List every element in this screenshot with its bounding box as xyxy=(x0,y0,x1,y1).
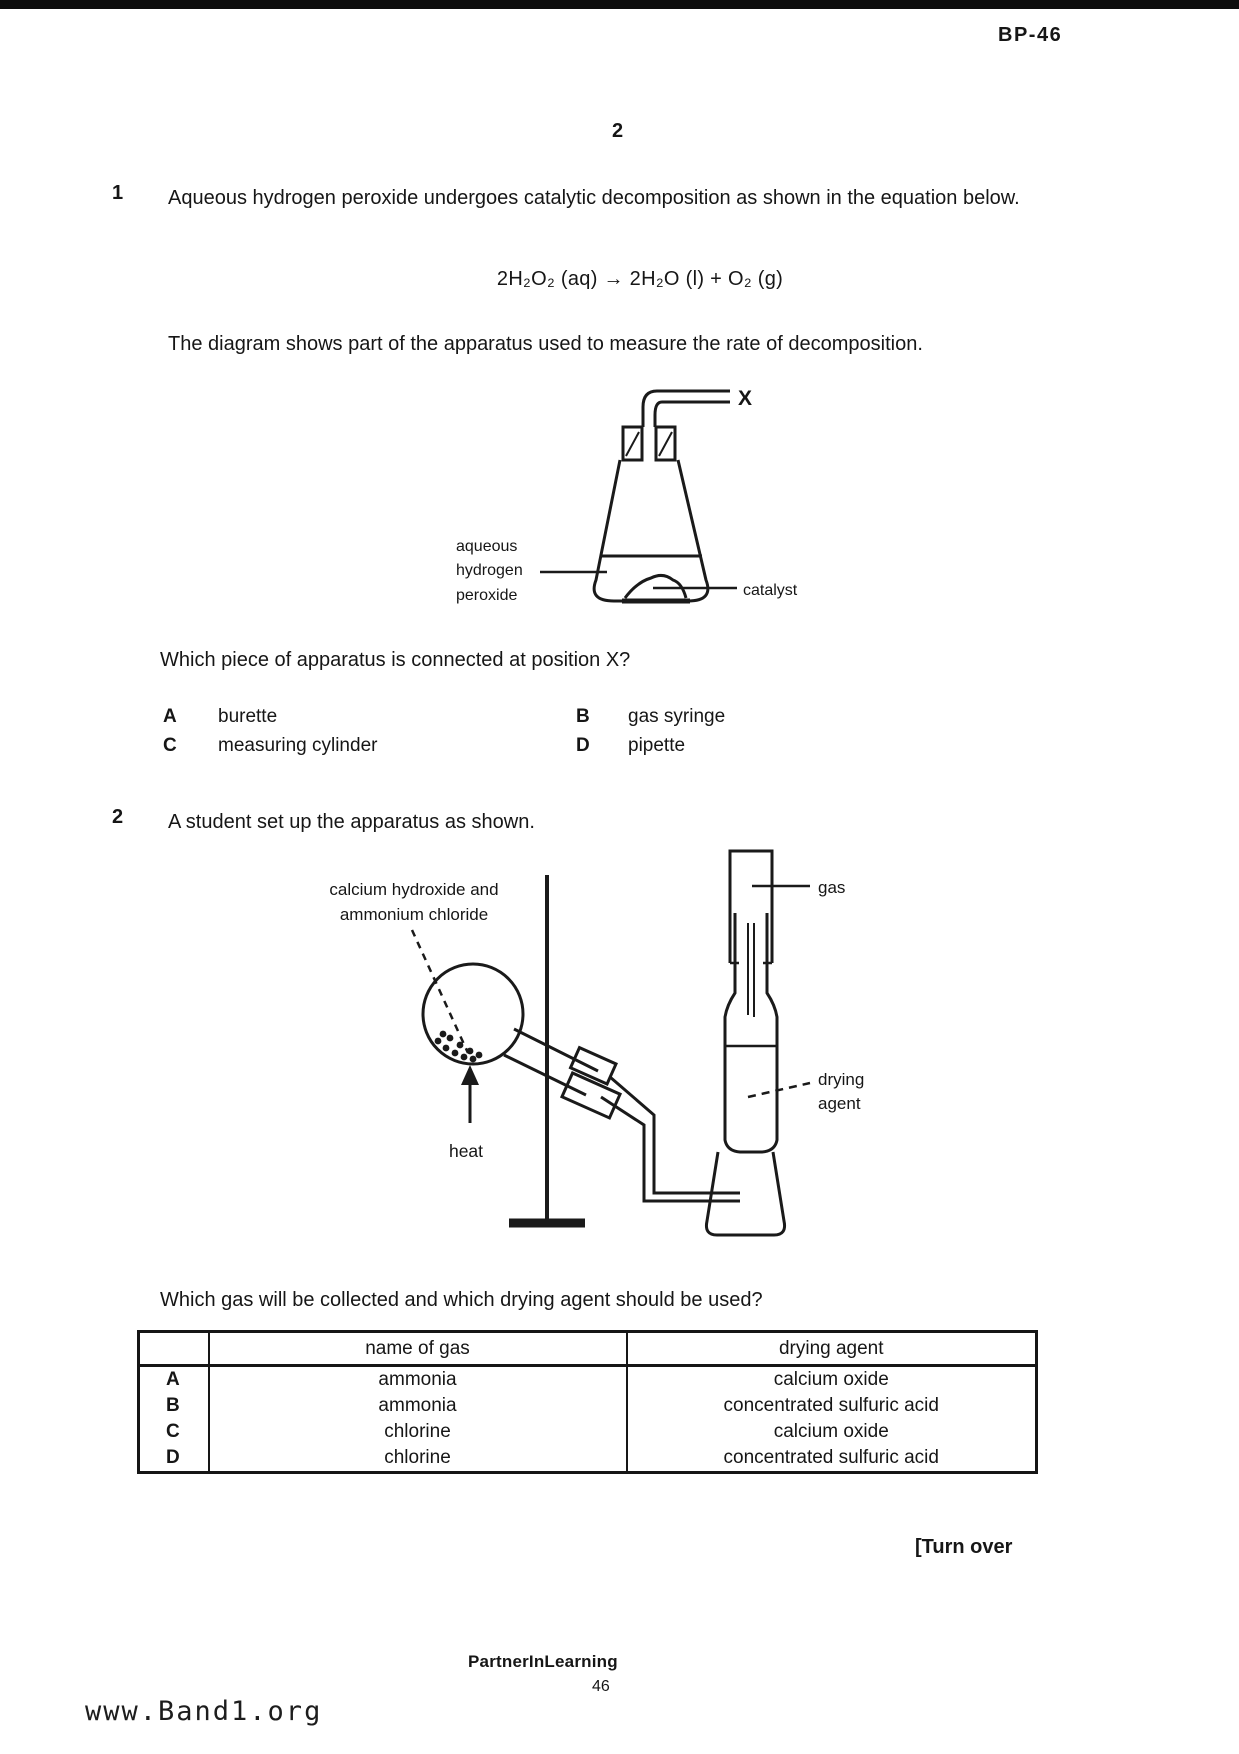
drying-label-line2: agent xyxy=(818,1094,861,1113)
q1-diagram-intro: The diagram shows part of the apparatus used to measure the rate of decomposition. xyxy=(168,333,923,355)
heat-label: heat xyxy=(448,1141,484,1161)
solid-label-line2: ammonium chloride xyxy=(339,905,489,924)
row-d-agent: concentrated sulfuric acid xyxy=(627,1445,1037,1473)
row-b-letter: B xyxy=(139,1393,209,1419)
doc-code: BP-46 xyxy=(998,24,1063,46)
delivery-tube-inner xyxy=(655,402,730,427)
q1-equation: 2H₂O₂ (aq) → 2H₂O (l) + O₂ (g) xyxy=(496,268,784,290)
table-row-a xyxy=(139,1366,1037,1394)
q1-question: Which piece of apparatus is connected at position X? xyxy=(160,649,631,671)
q2-number: 2 xyxy=(112,806,124,828)
row-c-letter: C xyxy=(139,1419,209,1445)
q1-option-c-letter: C xyxy=(163,735,177,756)
q1-text: Aqueous hydrogen peroxide undergoes catalytic decomposition as shown in the equation below. xyxy=(168,187,1020,209)
catalyst-label: catalyst xyxy=(743,582,798,599)
col-header-agent: drying agent xyxy=(627,1332,1037,1366)
stopper-hatching xyxy=(626,432,672,456)
q1-option-b-letter: B xyxy=(576,706,590,727)
inner-delivery-tube xyxy=(748,923,754,1017)
catalyst-lump xyxy=(625,575,686,598)
row-b-gas: ammonia xyxy=(209,1393,627,1419)
q1-option-a-letter: A xyxy=(163,706,177,727)
page-number: 2 xyxy=(612,120,624,142)
round-flask xyxy=(423,964,523,1064)
row-d-letter: D xyxy=(139,1445,209,1473)
delivery-tube-inner xyxy=(601,1097,740,1201)
q2-text: A student set up the apparatus as shown. xyxy=(168,811,535,833)
col-header-gas: name of gas xyxy=(209,1332,627,1366)
q2-answer-table xyxy=(137,1330,1038,1474)
drying-bottle xyxy=(725,913,777,1152)
turn-over-note: [Turn over xyxy=(915,1536,1013,1558)
table-row-d xyxy=(139,1445,1037,1473)
conical-flask xyxy=(594,460,708,601)
flask-label-line2: hydrogen xyxy=(456,562,523,579)
q1-apparatus-diagram xyxy=(430,375,910,620)
q1-option-a-text: burette xyxy=(218,706,278,727)
table-row-c xyxy=(139,1419,1037,1445)
q1-option-d-letter: D xyxy=(576,735,590,756)
gas-label: gas xyxy=(818,878,846,897)
solid-label-line1: calcium hydroxide and xyxy=(329,880,499,899)
row-a-agent: calcium oxide xyxy=(627,1366,1037,1394)
q2-question: Which gas will be collected and which drying agent should be used? xyxy=(160,1289,763,1311)
row-c-gas: chlorine xyxy=(209,1419,627,1445)
row-b-agent: concentrated sulfuric acid xyxy=(627,1393,1037,1419)
footer-page-number: 46 xyxy=(592,1678,610,1695)
row-d-gas: chlorine xyxy=(209,1445,627,1473)
q1-option-c-text: measuring cylinder xyxy=(218,735,378,756)
table-corner-cell xyxy=(139,1332,209,1366)
drying-label-line1: drying xyxy=(818,1070,865,1089)
row-a-gas: ammonia xyxy=(209,1366,627,1394)
delivery-tube-outer xyxy=(610,1077,740,1193)
heat-arrow-head xyxy=(461,1065,479,1085)
flask-label-line1: aqueous xyxy=(456,538,518,555)
row-c-agent: calcium oxide xyxy=(627,1419,1037,1445)
row-a-letter: A xyxy=(139,1366,209,1394)
table-row-b xyxy=(139,1393,1037,1419)
solid-reagent-dots xyxy=(435,1031,483,1063)
flask-drawing xyxy=(540,391,737,601)
watermark-url: www.Band1.org xyxy=(85,1696,323,1727)
q1-number: 1 xyxy=(112,182,124,204)
flask-label-line3: peroxide xyxy=(456,587,518,604)
drying-agent-leader xyxy=(748,1083,810,1097)
q1-option-b-text: gas syringe xyxy=(628,706,726,727)
scan-artifact-top-bar xyxy=(0,0,1239,9)
q2-apparatus-diagram xyxy=(280,845,920,1245)
q1-option-d-text: pipette xyxy=(628,735,686,756)
footer-brand: PartnerInLearning xyxy=(468,1652,618,1671)
position-x-label: X xyxy=(738,387,753,410)
table-header-row xyxy=(139,1332,1037,1366)
